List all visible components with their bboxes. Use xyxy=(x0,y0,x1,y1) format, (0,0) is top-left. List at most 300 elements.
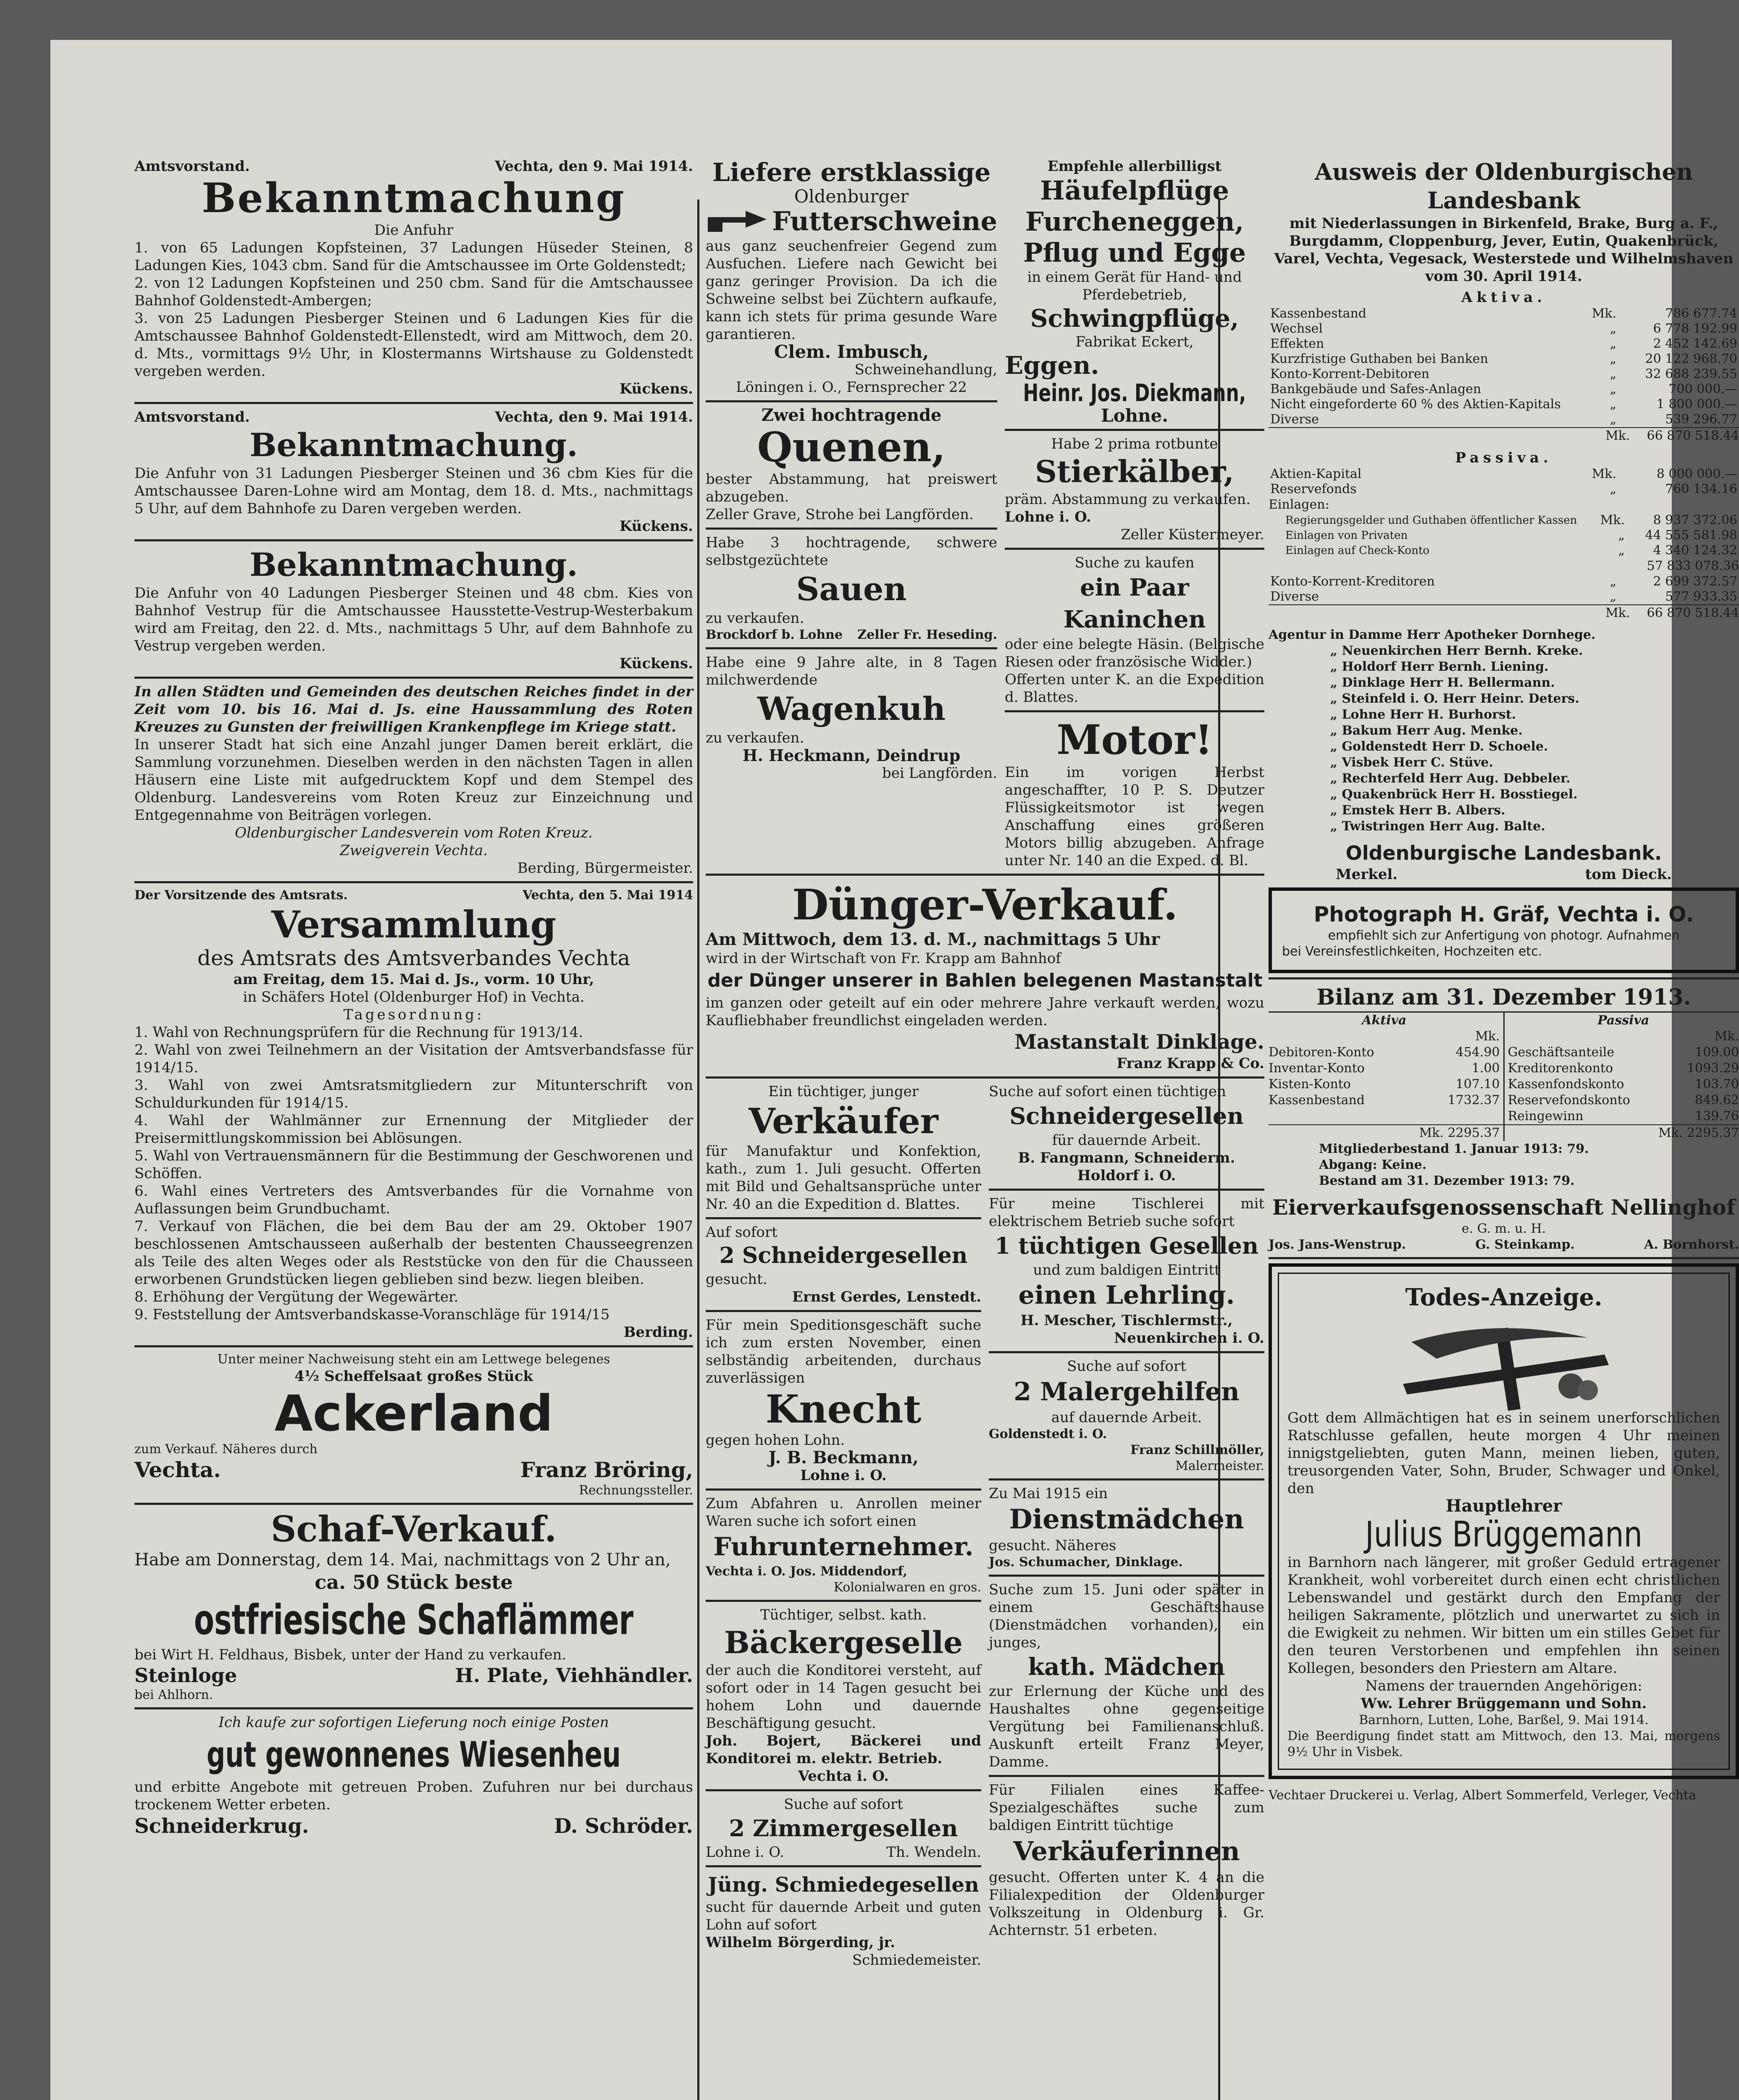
row-currency: Mk. xyxy=(1592,467,1616,481)
ad-title: Ackerland xyxy=(274,1384,553,1442)
balance-row xyxy=(1269,574,1739,589)
aktiva-total: 66 870 518.44 xyxy=(1647,428,1739,443)
name: Jos. Schumacher, Dinklage. xyxy=(989,1555,1183,1570)
bilanz-aktiva xyxy=(1269,1013,1505,1124)
agent-list xyxy=(1330,627,1739,835)
intro: Ich kaufe zur sofortigen Lieferung noch einige Posten xyxy=(218,1714,609,1731)
bilanz-row xyxy=(1508,1045,1739,1060)
line: Auf sofort xyxy=(706,1224,778,1241)
paragraph: präm. Abstammung zu verkaufen. xyxy=(1005,491,1251,508)
ad-futterschweine xyxy=(706,158,997,396)
paragraph: wird in der Wirtschaft von Fr. Krapp am Bahnhof xyxy=(706,950,1061,967)
name: Ernst Gerdes, Lenstedt. xyxy=(792,1289,981,1305)
name: H. Heckmann, Deindrup xyxy=(742,746,961,765)
passiva-table xyxy=(1269,467,1739,497)
ad-verkaeuferinnen xyxy=(989,1781,1264,1939)
ad-title: Wagenkuh xyxy=(757,690,946,727)
paragraph: gesucht. Offerten unter K. 4 an die Filialexpedition der Oldenburger Volkszeitung in Oldenburg i. Gr. Achternstr. 51 erbeten. xyxy=(989,1869,1264,1939)
aktiva-title: Aktiva. xyxy=(1461,289,1547,306)
bilanz-row xyxy=(1269,1092,1500,1108)
ad-knecht xyxy=(706,1316,981,1484)
paragraph: bei Vereinsfestlichkeiten, Hochzeiten etc. xyxy=(1282,944,1542,959)
agenda-item: 4. Wahl der Wahlmänner zur Ernennung der Mitglieder der Preisermittlungskommission bei Ablösungen. xyxy=(134,1112,693,1147)
agenda-item: 1. Wahl von Rechnungsprüfern für die Rechnung für 1913/14. xyxy=(134,1024,583,1041)
agent-line: in Damme Herr Apotheker Dornhege. xyxy=(1330,627,1596,642)
row-currency: „ xyxy=(1610,321,1616,336)
balance-row xyxy=(1269,336,1739,352)
notice-title: Bekanntmachung. xyxy=(250,426,578,464)
paragraph: Ein im vorigen Herbst angeschaffter, 10 P. S. Deutzer Flüssigkeitsmotor ist wegen Anschaffung eines größeren Motors billig abzugeben. Anfrage unter Nr. 140 an die Exped. d. Bl. xyxy=(1005,764,1264,869)
place: Holdorf i. O. xyxy=(1077,1167,1176,1184)
ad-title: Schneidergesellen xyxy=(1009,1102,1244,1129)
ad-malergehilfen xyxy=(989,1357,1264,1474)
signature: A. Bornhorst. xyxy=(1644,1237,1739,1252)
row-value: 20 122 968.70 xyxy=(1645,352,1737,366)
row-label: Regierungsgelder und Guthaben öffentlicher Kassen xyxy=(1285,514,1577,527)
ad-title: Schaf-Verkauf. xyxy=(271,1508,557,1550)
body: Die Anfuhr von 31 Ladungen Piesberger Steinen und 36 cbm Kies für die Amtschaussee Daren-Lohne wird am Montag, dem 18. d. Mts., nachmittags 5 Uhr, auf dem Bahnhofe zu Daren vergeben werden. xyxy=(134,465,693,517)
member-line: Abgang: Keine. xyxy=(1319,1158,1427,1172)
einlagen-table xyxy=(1269,513,1739,558)
paragraph: gesucht. xyxy=(706,1271,767,1288)
ad-verkaeufer xyxy=(706,1083,981,1213)
row-label: Aktien-Kapital xyxy=(1270,467,1362,481)
ad-title: 2 Zimmergesellen xyxy=(729,1815,958,1842)
row-value: 4 340 124.32 xyxy=(1653,543,1737,558)
paragraph: oder eine belegte Häsin. (Belgische Riesen oder französische Widder.) xyxy=(1005,636,1264,670)
row-currency: „ xyxy=(1610,397,1616,412)
row-currency: „ xyxy=(1610,352,1616,366)
name: Zeller Fr. Heseding. xyxy=(857,627,998,642)
sub: Franz Krapp & Co. xyxy=(1116,1055,1264,1072)
place: Goldenstedt i. O. xyxy=(989,1427,1107,1441)
ad-schneidergesellen-2 xyxy=(989,1083,1264,1184)
name: J. B. Beckmann, xyxy=(768,1448,919,1467)
paragraph: der auch die Konditorei versteht, auf sofort oder in 14 Tagen gesucht bei hohem Lohn und dauernde Beschäftigung gesucht. xyxy=(706,1662,981,1732)
ad-title: Motor! xyxy=(1056,716,1213,764)
row-currency: „ xyxy=(1610,574,1616,589)
ad-sauen xyxy=(706,534,997,643)
name: H. Mescher, Tischlermstr., xyxy=(1020,1312,1233,1329)
ad-title: Jüng. Schmiedegesellen xyxy=(708,1873,979,1897)
place: Lohne i. O. xyxy=(706,1844,784,1861)
agent-line: „ Goldenstedt Herr D. Schoele. xyxy=(1330,739,1548,754)
row-label: Nicht eingeforderte 60 % des Aktien-Kapitals xyxy=(1270,397,1561,412)
paragraph: Für Filialen eines Kaffee-Spezialgeschäftes suche zum baldigen Eintritt tüchtige xyxy=(989,1782,1264,1834)
coop-sub: e. G. m. u. H. xyxy=(1461,1221,1546,1236)
subcolumn-e xyxy=(706,1083,981,1969)
ad-pfluege xyxy=(1005,158,1264,425)
footer-imprint: Vechtaer Druckerei u. Verlag, Albert Sommerfeld, Verleger, Vechta xyxy=(1269,1788,1696,1803)
line: Empfehle allerbilligst xyxy=(1047,158,1222,175)
bilanz-row xyxy=(1269,1060,1500,1076)
paragraph: In unserer Stadt hat sich eine Anzahl junger Damen bereit erklärt, die Sammlung vorzunehmen. Dieselben werden in den nächsten Tagen in allen Häusern eine Liste mit aufgedrucktem Kopf und dem Stempel des Oldenburg. Landesvereins vom Roten Kreuz zur Einzeichnung und Entgegennahme von Beiträgen vorlegen. xyxy=(134,736,693,824)
signature: Berding. xyxy=(623,1324,693,1341)
coop-name: Eierverkaufsgenossenschaft Nellinghof xyxy=(1272,1195,1736,1220)
passiva-title: Passiva. xyxy=(1455,449,1552,466)
notice-bekanntmachung-3 xyxy=(134,546,693,672)
column-rule xyxy=(697,200,699,2100)
ad-wagenkuh xyxy=(706,654,997,782)
name: Mastanstalt Dinklage. xyxy=(1014,1030,1264,1054)
line: Ein tüchtiger, junger xyxy=(768,1083,919,1100)
row-value: 760 134.16 xyxy=(1665,482,1737,496)
ad-tischlerei xyxy=(989,1195,1264,1347)
paragraph: auf dauernde Arbeit. xyxy=(1051,1409,1202,1426)
ad-title: 1 tüchtigen Gesellen xyxy=(994,1232,1259,1259)
where: in Schäfers Hotel (Oldenburger Hof) in Vechta. xyxy=(243,989,585,1005)
agent-line: „ Twistringen Herr Aug. Balte. xyxy=(1330,819,1545,834)
bilanz-row xyxy=(1508,1108,1739,1124)
row-value: 6 778 192.99 xyxy=(1653,321,1737,336)
row-label: Kreditorenkonto xyxy=(1508,1061,1613,1076)
line: Suche auf sofort einen tüchtigen xyxy=(989,1083,1226,1100)
balance-row xyxy=(1269,589,1739,604)
passiva-table-2 xyxy=(1269,574,1739,604)
ad-kaninchen xyxy=(1005,554,1264,706)
row-currency: „ xyxy=(1610,367,1616,381)
line: Habe 2 prima rotbunte xyxy=(1051,436,1218,452)
ad-stierkaelber xyxy=(1005,435,1264,543)
name: Vechta i. O. Jos. Middendorf, xyxy=(706,1564,907,1579)
name: B. Fangmann, Schneiderm. xyxy=(1018,1150,1235,1166)
ad-title: Pflug und Egge xyxy=(1023,237,1246,268)
role: Kolonialwaren en gros. xyxy=(833,1580,981,1595)
row-value: 139.76 xyxy=(1695,1109,1739,1124)
ad-title: Verkäufer xyxy=(749,1101,938,1142)
row-value: 8 000 000.— xyxy=(1656,467,1737,481)
ad-title: Dünger-Verkauf. xyxy=(792,880,1178,929)
column-middle xyxy=(706,158,1264,2100)
paragraph: und erbitte Angebote mit getreuen Proben. Zufuhren nur bei durchaus trockenem Wetter erbeten. xyxy=(134,1779,693,1813)
row-label: Kisten-Konto xyxy=(1269,1077,1351,1092)
subtitle: mit Niederlassungen in Birkenfeld, Brake, Burg a. F., Burgdamm, Cloppenburg, Jever, Eutin, Quakenbrück, Varel, Vechta, Vegesack, Westerstede und Wilhelmshaven xyxy=(1274,215,1734,267)
ad-motor xyxy=(1005,717,1264,869)
paragraph: aus ganz seuchenfreier Gegend zum Ausfuchen. Liefere nach Gewicht bei ganz geringer Provision. Da ich die Schweine selbst bei Züchtern aufkaufe, kann ich stets für prima gesunde Ware garantieren. xyxy=(706,238,998,343)
name: Joh. Bojert, Bäckerei und Konditorei m. elektr. Betrieb. xyxy=(706,1732,981,1767)
line: Suche auf sofort xyxy=(784,1796,903,1813)
agent-line: „ Neuenkirchen Herr Bernh. Kreke. xyxy=(1330,643,1583,658)
row-value: 2 452 142.69 xyxy=(1653,336,1737,351)
place: Schneiderkrug. xyxy=(134,1814,309,1838)
row-value: 32 688 239.55 xyxy=(1645,367,1737,381)
header-right: Vechta, den 9. Mai 1914. xyxy=(495,158,693,175)
ad-title: gut gewonnenes Wiesenheu xyxy=(206,1734,621,1775)
name: Heinr. Jos. Diekmann, xyxy=(1023,379,1246,407)
ad-title: Verkäuferinnen xyxy=(1013,1836,1240,1866)
agent-line: „ Holdorf Herr Bernh. Liening. xyxy=(1330,659,1549,674)
agent-line: „ Quakenbrück Herr H. Bosstiegel. xyxy=(1330,787,1578,802)
notice-title: Bekanntmachung xyxy=(202,174,626,222)
row-currency: „ xyxy=(1618,528,1625,543)
paragraph: Offerten unter K. an die Expedition d. Blattes. xyxy=(1005,671,1264,706)
bilanz-row xyxy=(1269,1045,1500,1060)
place: Lohne. xyxy=(1101,405,1168,426)
signature: G. Steinkamp. xyxy=(1475,1237,1575,1252)
notice-bekanntmachung-2 xyxy=(134,408,693,535)
ad-wiesenheu xyxy=(134,1714,693,1839)
balance-row xyxy=(1269,513,1739,528)
paragraph: in Barnhorn nach längerer, mit großer Geduld ertragener Krankheit, wohl vorbereitet durch einen echt christlichen Lebenswandel und gestärkt durch den Empfang der heiligen Sakramente, plötzlich und unerwartet zu sich in die Ewigkeit zu nehmen. Wir bitten um ein stilles Gebet für den teuren Verstorbenen und empfehlen ihn seinen Kollegen, besonders den Priestern am Altare. xyxy=(1287,1554,1720,1677)
row-value: 1 800 000.— xyxy=(1656,397,1737,412)
place: bei Langförden. xyxy=(882,765,998,782)
passiva-total: 66 870 518.44 xyxy=(1647,606,1739,620)
subtitle: des Amtsrats des Amtsverbandes Vechta xyxy=(197,946,630,970)
agenda-item: 2. Wahl von zwei Teilnehmern an der Visitation der Amtsverbandsfasse für 1914/15. xyxy=(134,1042,693,1076)
intro: Unter meiner Nachweisung steht ein am Lettwege belegenes xyxy=(217,1352,610,1367)
row-label: Debitoren-Konto xyxy=(1269,1045,1374,1060)
name: Wilhelm Börgerding, jr. xyxy=(706,1934,895,1951)
row-label: Effekten xyxy=(1270,336,1324,351)
balance-row xyxy=(1269,382,1739,397)
place: Lohne i. O. xyxy=(1005,509,1091,525)
balance-row xyxy=(1269,306,1739,321)
line: Oldenburger xyxy=(794,186,909,207)
column-right xyxy=(1269,158,1739,2100)
death-notice xyxy=(1269,1263,1739,1779)
paragraph: zu verkaufen. xyxy=(706,730,804,746)
size: 4½ Scheffelsaat großes Stück xyxy=(294,1368,533,1385)
line: Tüchtiger, selbst. kath. xyxy=(760,1606,927,1623)
row-label: Kurzfristige Guthaben bei Banken xyxy=(1270,352,1488,366)
row-label: Reservefonds xyxy=(1270,482,1357,496)
line: Suche zu kaufen xyxy=(1074,554,1195,571)
item-3: 3. von 25 Ladungen Piesberger Steinen und 6 Ladungen Kies für die Amtschaussee Bahnhof Goldenstedt-Ellenstedt, wird am Mittwoch, dem 20. d. Mts., vormittags 9½ Uhr, in Klostermanns Wirtshause zu Goldenstedt vergeben werden. xyxy=(134,310,693,380)
row-currency: „ xyxy=(1610,382,1616,396)
date: vom 30. April 1914. xyxy=(1425,268,1582,285)
place: Lohne i. O. xyxy=(800,1467,887,1484)
row-label: Diverse xyxy=(1270,412,1319,427)
agent-line: „ Dinklage Herr H. Bellermann. xyxy=(1330,675,1555,690)
signature: Zweigverein Vechta. xyxy=(339,842,488,859)
header-right: Vechta, den 5. Mai 1914 xyxy=(523,888,693,903)
row-label: Kassenbestand xyxy=(1270,306,1366,321)
paragraph: bei Wirt H. Feldhaus, Bisbek, unter der Hand zu verkaufen. xyxy=(134,1646,567,1663)
header-left: Amtsvorstand. xyxy=(134,409,250,425)
agenda-title: Tagesordnung: xyxy=(343,1006,484,1023)
ad-photograph xyxy=(1269,887,1739,973)
notice-title: Todes-Anzeige. xyxy=(1405,1284,1602,1311)
ad-title: Eggen. xyxy=(1005,351,1099,380)
name: H. Plate, Viehhändler. xyxy=(455,1664,693,1687)
subcolumn-f xyxy=(989,1083,1264,1969)
bilanz-title: Bilanz am 31. Dezember 1913. xyxy=(1316,984,1691,1010)
row-label: Wechsel xyxy=(1270,321,1323,336)
header-right: Vechta, den 9. Mai 1914. xyxy=(495,409,693,425)
paragraph: Für mein Speditionsgeschäft suche ich zum ersten November, einen selbständig arbeitenden, durchaus zuverlässigen xyxy=(706,1317,981,1386)
name: D. Schröder. xyxy=(554,1814,693,1838)
pointing-hand-icon xyxy=(706,207,769,236)
balance-row xyxy=(1269,467,1739,482)
ad-ackerland xyxy=(134,1352,693,1499)
subtitle: der Dünger unserer in Bahlen belegenen Mastanstalt xyxy=(707,970,1263,991)
agent-line: „ Steinfeld i. O. Herr Heinr. Deters. xyxy=(1330,691,1579,706)
paragraph: Am Mittwoch, dem 13. d. M., nachmittags 5 Uhr xyxy=(706,929,1160,949)
paragraph: empfiehlt sich zur Anfertigung von photogr. Aufnahmen xyxy=(1328,928,1680,943)
ad-dienstmaedchen xyxy=(989,1485,1264,1570)
signature: Kückens. xyxy=(619,381,693,397)
row-value: 103.70 xyxy=(1695,1077,1739,1092)
row-currency: „ xyxy=(1610,412,1616,427)
ad-title: Schwingpflüge, xyxy=(1030,304,1239,333)
row-currency: „ xyxy=(1618,543,1625,558)
balance-row xyxy=(1269,397,1739,412)
count: ca. 50 Stück beste xyxy=(315,1571,513,1593)
paragraph: Die Beerdigung findet statt am Mittwoch, den 13. Mai, morgens 9½ Uhr in Visbek. xyxy=(1287,1729,1720,1759)
ad-title: Futterschweine xyxy=(772,206,998,236)
name: Franz Bröring, xyxy=(520,1457,693,1482)
role: Schmiedemeister. xyxy=(852,1952,981,1969)
paragraph: Habe am Donnerstag, dem 14. Mai, nachmittags von 2 Uhr an, xyxy=(134,1550,671,1570)
agenda-item: 8. Erhöhung der Vergütung der Wegewärter. xyxy=(134,1289,459,1305)
bank-name: Oldenburgische Landesbank. xyxy=(1345,842,1662,864)
when: am Freitag, dem 15. Mai d. Js., vorm. 10 Uhr, xyxy=(233,971,594,988)
row-value: 849.62 xyxy=(1695,1093,1739,1108)
row-label: Reingewinn xyxy=(1508,1109,1584,1124)
einlagen-label: Einlagen: xyxy=(1269,497,1329,512)
paragraph: Suche zum 15. Juni oder später in einem Geschäftshause (Dienstmädchen vorhanden), ein junges, xyxy=(989,1581,1264,1651)
member-line: Mitgliederbestand 1. Januar 1913: 79. xyxy=(1319,1142,1589,1156)
paragraph: für Manufaktur und Konfektion, kath., zum 1. Juli gesucht. Offerten mit Bild und Gehaltsansprüche unter Nr. 40 an die Expedition d. Blattes. xyxy=(706,1143,981,1213)
row-value: 1.00 xyxy=(1471,1061,1500,1076)
ad-title: Bäckergeselle xyxy=(724,1625,963,1660)
bilanz-row xyxy=(1508,1092,1739,1108)
balance-row xyxy=(1269,528,1739,543)
row-currency: „ xyxy=(1610,589,1616,604)
agent-line: „ Lohne Herr H. Burhorst. xyxy=(1330,707,1516,722)
balance-row xyxy=(1269,543,1739,558)
row-currency: Mk. xyxy=(1592,306,1616,321)
ad-title: einen Lehrling. xyxy=(1018,1281,1235,1310)
agent-title: Agentur xyxy=(1269,627,1326,642)
subcolumn-b xyxy=(706,158,997,869)
total-currency: Mk. xyxy=(1605,428,1630,443)
agenda-item: 3. Wahl von zwei Amtsratsmitgliedern zur Mitunterschrift von Schuldurkunden für 1914/15. xyxy=(134,1077,693,1111)
line: Liefere erstklassige xyxy=(712,158,991,187)
row-value: 8 937 372.06 xyxy=(1653,513,1737,528)
ad-title: 2 Schneidergesellen xyxy=(719,1243,968,1268)
place: Brockdorf b. Lohne xyxy=(706,627,843,642)
row-label: Inventar-Konto xyxy=(1269,1061,1365,1076)
ad-title: Sauen xyxy=(796,570,907,608)
ad-schmiedegesellen xyxy=(706,1872,981,1969)
row-label: Einlagen von Privaten xyxy=(1285,529,1408,542)
bank-statement xyxy=(1269,158,1739,883)
agenda-item: 6. Wahl eines Vertreters des Amtsverbandes für die Vornahme von Auflassungen beim Grundbuchamt. xyxy=(134,1183,693,1217)
row-label: Einlagen auf Check-Konto xyxy=(1285,544,1429,557)
row-value: 786 677.74 xyxy=(1665,306,1737,321)
bilanz xyxy=(1269,984,1739,1253)
agenda-item: 7. Verkauf von Flächen, die bei dem Bau der am 29. Oktober 1907 beschlossenen Amtschausseen außerhalb der bestenten Chausseegrenzen als Teile des alten Weges oder als Reststücke von den für die Chausseen erworbenen Grundstücken liegen geblieben sind bezw. liegen bleiben. xyxy=(134,1218,693,1288)
row-label: Reservefondskonto xyxy=(1508,1093,1630,1108)
row-value: 577 933.35 xyxy=(1665,589,1737,604)
ad-schaf-verkauf xyxy=(134,1509,693,1703)
line: Habe eine 9 Jahre alte, in 8 Tagen milchwerdende xyxy=(706,654,998,688)
line: zum Verkauf. Näheres durch xyxy=(134,1442,318,1457)
aktiva-label: Aktiva xyxy=(1362,1013,1407,1028)
ad-kath-maedchen xyxy=(989,1581,1264,1771)
bilanz-row xyxy=(1508,1060,1739,1076)
place: Vechta. xyxy=(134,1457,221,1482)
row-value: 539 296.77 xyxy=(1665,412,1737,427)
place: Neuenkirchen i. O. xyxy=(1114,1330,1264,1347)
role: Hauptlehrer xyxy=(1445,1496,1562,1516)
bilanz-total-right: Mk. 2295.37 xyxy=(1505,1124,1739,1141)
paragraph: für dauernde Arbeit. xyxy=(1052,1132,1201,1149)
big-line: ostfriesische Schaflämmer xyxy=(194,1596,634,1644)
row-value: 44 555 581.98 xyxy=(1645,528,1737,543)
header-left: Amtsvorstand. xyxy=(134,158,250,175)
name: Zeller Küstermeyer. xyxy=(1121,526,1264,543)
notice-title: Versammlung xyxy=(271,903,557,946)
row-label: Konto-Korrent-Debitoren xyxy=(1270,367,1429,381)
currency: Mk. xyxy=(1714,1029,1739,1044)
signature: Jos. Jans-Wenstrup. xyxy=(1269,1237,1406,1252)
balance-row xyxy=(1269,367,1739,382)
role: Schweinehandlung, xyxy=(854,361,998,378)
intro: Die Anfuhr xyxy=(374,222,454,239)
paragraph: bester Abstammung, hat preiswert abzugeben. xyxy=(706,471,998,505)
paragraph: In allen Städten und Gemeinden des deutschen Reiches findet in der Zeit vom 10. bis 16. Mai d. Js. eine Haussammlung des Roten Kreuzes zu Gunsten der freiwilligen Krankenpflege im Kriege statt. xyxy=(134,683,693,735)
place: Vechta i. O. xyxy=(798,1768,889,1785)
place: Steinloge xyxy=(134,1664,237,1687)
signature: Kückens. xyxy=(619,655,693,672)
row-label: Kassenfondskonto xyxy=(1508,1077,1624,1092)
role: Rechnungssteller. xyxy=(579,1483,693,1498)
signature: Merkel. xyxy=(1336,866,1398,883)
ad-title: Dienstmädchen xyxy=(1009,1504,1244,1535)
ad-title: ein Paar Kaninchen xyxy=(1063,574,1206,633)
balance-row xyxy=(1269,482,1739,497)
agent-line: „ Emstek Herr B. Albers. xyxy=(1330,803,1505,818)
item-2: 2. von 12 Ladungen Kopfsteinen und 250 cbm. Sand für die Amtschaussee Bahnhof Goldenstedt-Ambergen; xyxy=(134,275,693,309)
bank-title: Ausweis der Oldenburgischen Landesbank xyxy=(1314,158,1693,214)
signature: Berding, Bürgermeister. xyxy=(517,860,693,877)
passiva-label: Passiva xyxy=(1597,1013,1650,1028)
paragraph: zur Erlernung der Küche und des Haushaltes ohne gegenseitige Vergütung bei Familienanschluß. Auskunft erteilt Franz Meyer, Damme. xyxy=(989,1683,1264,1770)
total-currency: Mk. xyxy=(1605,606,1630,620)
einlagen-sum: 57 833 078.36 xyxy=(1647,559,1739,573)
agenda-item: 9. Feststellung der Amtsverbandskasse-Voranschläge für 1914/15 xyxy=(134,1306,610,1323)
ad-fuhrunternehmer xyxy=(706,1495,981,1596)
balance-row xyxy=(1269,412,1739,427)
ad-zimmergesellen xyxy=(706,1796,981,1861)
row-value: 700 000.— xyxy=(1668,382,1737,396)
paragraph: in einem Gerät für Hand- und Pferdebetrieb, xyxy=(1027,269,1242,303)
paragraph: Gott dem Allmächtigen hat es in seinem unerforschlichen Ratschlusse gefallen, heute morgen 4 Uhr meinen innigstgeliebten, guten Mann, meinen lieben, guten, treusorgenden Vater, Sohn, Bruder, Schwager und Onkel, den xyxy=(1287,1410,1720,1497)
body: Die Anfuhr von 40 Ladungen Piesberger Steinen und 48 cbm. Kies von Bahnhof Vestrup für die Amtschaussee Hausstette-Vestrup-Westerbakum wird am Freitag, den 22. d. Mts., nachmittags 5 Uhr, auf dem Bahnhofe zu Vestrup vergeben werden. xyxy=(134,585,693,654)
paragraph: Zum Abfahren u. Anrollen meiner Waren suche ich sofort einen xyxy=(706,1495,981,1530)
paragraph: Fabrikat Eckert, xyxy=(1075,333,1194,350)
ad-title: Furcheneggen, xyxy=(1025,206,1244,237)
place-date: Barnhorn, Lutten, Lohe, Barßel, 9. Mai 1914. xyxy=(1359,1713,1649,1727)
ad-title: Quenen, xyxy=(757,423,946,471)
row-currency: Mk. xyxy=(1600,513,1625,528)
paragraph: sucht für dauernde Arbeit und guten Lohn auf sofort xyxy=(706,1899,981,1933)
ad-quenen xyxy=(706,407,997,523)
name: Th. Wendeln. xyxy=(886,1844,981,1861)
balance-row xyxy=(1269,352,1739,367)
notice-versammlung xyxy=(134,887,693,1341)
signature: Ww. Lehrer Brüggemann und Sohn. xyxy=(1361,1695,1647,1712)
item-1: 1. von 65 Ladungen Kopfsteinen, 37 Ladungen Hüseder Steinen, 8 Ladungen Kies, 1043 cbm. Sand für die Amtschaussee im Orte Goldenstedt; xyxy=(134,239,693,274)
row-value: 107.10 xyxy=(1455,1077,1500,1092)
paragraph: und zum baldigen Eintritt xyxy=(1033,1262,1220,1278)
bilanz-row xyxy=(1508,1076,1739,1092)
line: Habe 3 hochtragende, schwere selbstgezüchtete xyxy=(706,534,998,569)
row-value: 1732.37 xyxy=(1447,1093,1500,1108)
paragraph: Für meine Tischlerei mit elektrischem Betrieb suche sofort xyxy=(989,1195,1264,1230)
